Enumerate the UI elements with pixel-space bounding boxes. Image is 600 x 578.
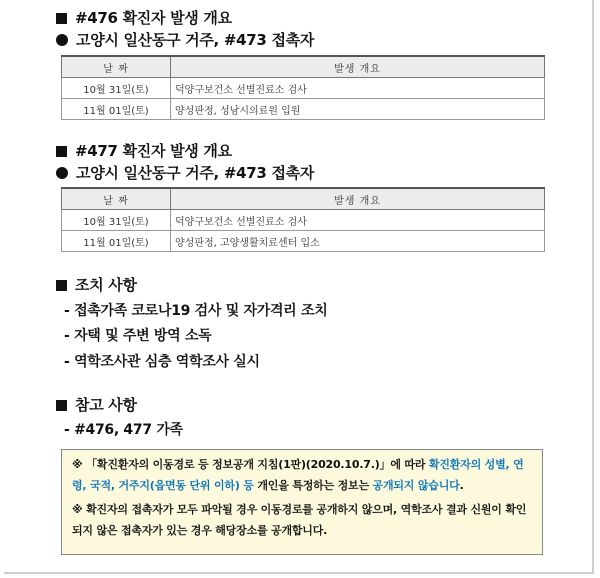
col-date-header: 날 짜 [62,188,171,210]
circle-bullet-icon [56,167,68,179]
row-date: 10월 31일(토) [62,210,171,231]
notice-highlight: 공개되지 않습니다 [372,479,460,492]
row-event: 양성판정, 고양생활치료센터 입소 [171,231,545,252]
table-row [62,231,545,252]
table-row [62,78,545,99]
measure-item: - 접촉가족 코로나19 검사 및 자가격리 조치 [64,303,328,319]
table-row [62,210,545,231]
notice-paragraph-1: ※ 「확진환자의 이동경로 등 정보공개 지침(1판)(2020.10.7.)」에 따라 확진환자의 성별, 연령, 국적, 거주지(읍면동 단위 이하) 등 개인을 특정하는 정보는 공개되지 않습니다. [72,458,524,492]
square-bullet-icon [56,13,67,24]
notice-box [61,449,543,555]
square-bullet-icon [56,400,67,411]
col-date-header: 날 짜 [62,56,171,78]
reference-item: - #476, 477 가족 [64,422,183,438]
row-date: 11월 01일(토) [62,231,171,252]
row-event: 덕양구보건소 선별진료소 검사 [171,210,545,231]
reference-heading: 참고 사항 [56,394,137,415]
table-header-row [62,56,545,78]
notice-paragraph-2: ※ 확진자의 접촉자가 모두 파악될 경우 이동경로를 공개하지 않으며, 역학조사 결과 신원이 확인되지 않은 접촉자가 있는 경우 해당장소를 공개합니다. [72,503,527,537]
square-bullet-icon [56,280,67,291]
measure-item: - 자택 및 주변 방역 소독 [64,328,212,344]
case476-heading: #476 확진자 발생 개요 [56,7,232,28]
case476-subheading: 고양시 일산동구 거주, #473 접촉자 [56,29,314,50]
notice-highlight: 확진환자의 성별, 연령, 국적, 거주지(읍면동 단위 이하) 등 [72,458,524,492]
square-bullet-icon [56,146,67,157]
row-event: 덕양구보건소 선별진료소 검사 [171,78,545,99]
row-date: 10월 31일(토) [62,78,171,99]
measure-item: - 역학조사관 심층 역학조사 실시 [64,354,260,370]
table-header-row [62,188,545,210]
case476-table [61,55,545,120]
col-event-header: 발생 개요 [171,56,545,78]
table-row [62,99,545,120]
circle-bullet-icon [56,34,68,46]
case477-subheading: 고양시 일산동구 거주, #473 접촉자 [56,162,314,183]
row-date: 11월 01일(토) [62,99,171,120]
case477-table [61,187,545,252]
row-event: 양성판정, 성남시의료원 입원 [171,99,545,120]
case477-heading: #477 확진자 발생 개요 [56,140,232,161]
col-event-header: 발생 개요 [171,188,545,210]
measures-heading: 조치 사항 [56,274,137,295]
